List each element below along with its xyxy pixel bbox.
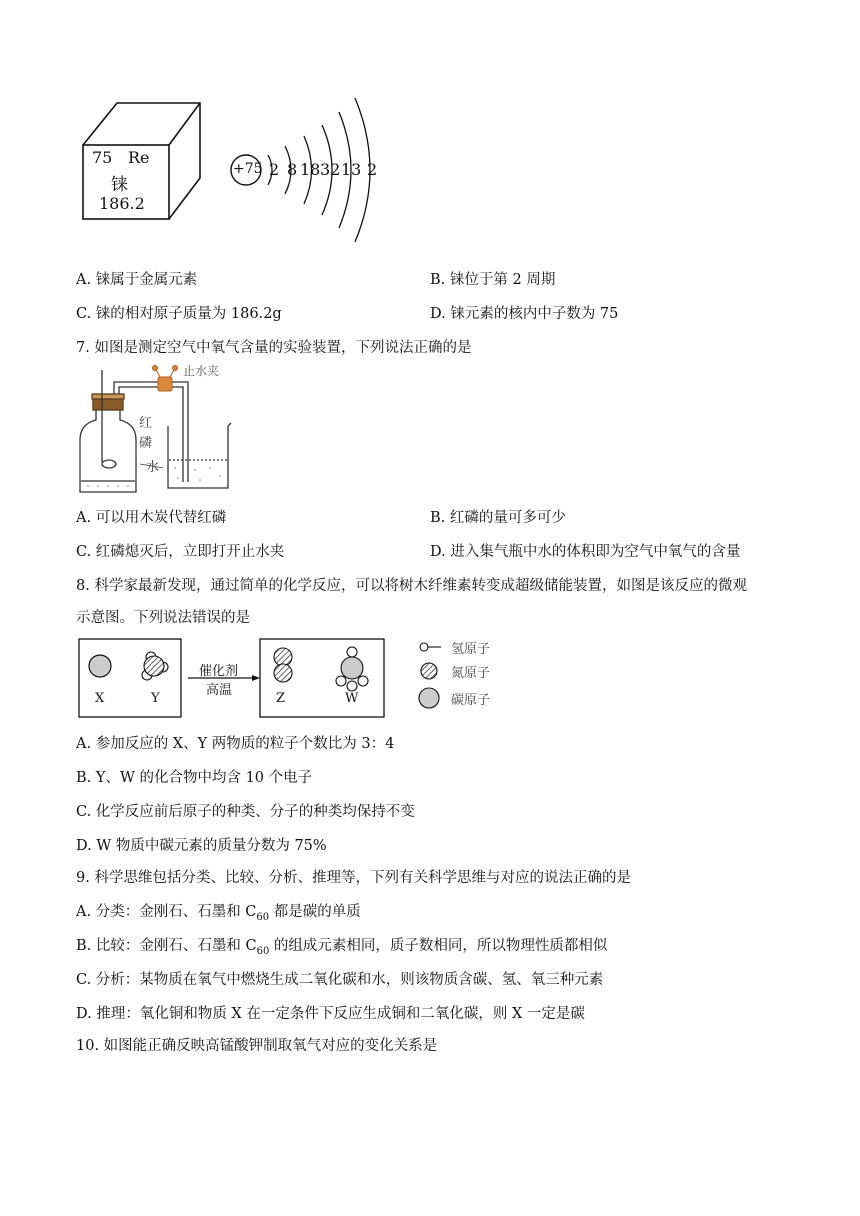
q7-option-c[interactable]: C. 红磷熄灭后，立即打开止水夹 <box>76 544 285 560</box>
q9-option-a[interactable] <box>76 900 361 923</box>
element-mass: 186.2 <box>99 194 145 213</box>
shell-2-electrons: 8 <box>287 160 298 179</box>
q6-option-d[interactable]: D. 铼元素的核内中子数为 75 <box>430 306 619 322</box>
shell-1-electrons: 2 <box>269 160 280 179</box>
label-z: Z <box>276 691 286 706</box>
q9-option-b-text: B. 比较：金刚石、石墨和 C <box>76 938 257 954</box>
q8-option-b[interactable]: B. Y、W 的化合物中均含 10 个电子 <box>76 770 313 786</box>
q7-option-b[interactable]: B. 红磷的量可多可少 <box>430 510 566 526</box>
label-y: Y <box>151 691 160 706</box>
water-label: 水 <box>146 460 160 475</box>
phosphorus-label-1: 红 <box>139 416 153 431</box>
catalyst-label: 催化剂 <box>199 664 239 679</box>
atom-nucleus-charge: +75 <box>233 161 263 177</box>
element-number: 75 <box>92 148 113 167</box>
q8-option-a[interactable]: A. 参加反应的 X、Y 两物质的粒子个数比为 3：4 <box>76 736 395 752</box>
q9-option-b-subscript: 60 <box>256 945 270 957</box>
shell-3-electrons: 18 <box>300 160 321 179</box>
element-symbol: Re <box>128 148 150 167</box>
q9-option-b[interactable] <box>76 934 607 957</box>
q9-stem: 9. 科学思维包括分类、比较、分析、推理等，下列有关科学思维与对应的说法正确的是 <box>76 870 631 886</box>
q7-option-d[interactable]: D. 进入集气瓶中水的体积即为空气中氧气的含量 <box>430 544 741 560</box>
q9-option-a-subscript: 60 <box>256 911 270 923</box>
q9-option-b-text-end: 的组成元素相同，质子数相同，所以物理性质都相似 <box>269 938 608 954</box>
shell-4-electrons: 32 <box>320 160 341 179</box>
q10-stem: 10. 如图能正确反映高锰酸钾制取氧气对应的变化关系是 <box>76 1038 438 1054</box>
legend-hydrogen: 氢原子 <box>451 642 491 657</box>
phosphorus-label-2: 磷 <box>139 436 153 451</box>
legend-carbon: 碳原子 <box>451 693 491 708</box>
legend-nitrogen: 氮原子 <box>451 666 491 681</box>
q6-option-b[interactable]: B. 铼位于第 2 周期 <box>430 272 556 288</box>
q9-option-d[interactable]: D. 推理：氧化铜和物质 X 在一定条件下反应生成铜和二氧化碳，则 X 一定是碳 <box>76 1006 585 1022</box>
shell-6-electrons: 2 <box>367 160 378 179</box>
temperature-label: 高温 <box>206 683 233 698</box>
q9-option-a-text-end: 都是碳的单质 <box>269 904 361 920</box>
q9-option-a-text: A. 分类：金刚石、石墨和 C <box>76 904 257 920</box>
q9-option-c[interactable]: C. 分析：某物质在氧气中燃烧生成二氧化碳和水，则该物质含碳、氢、氧三种元素 <box>76 972 604 988</box>
q8-option-c[interactable]: C. 化学反应前后原子的种类、分子的种类均保持不变 <box>76 804 415 820</box>
clamp-label: 止水夹 <box>183 364 220 378</box>
shell-5-electrons: 13 <box>341 160 362 179</box>
q6-option-a[interactable]: A. 铼属于金属元素 <box>76 272 198 288</box>
label-w: W <box>345 691 359 706</box>
q8-stem-line1: 8. 科学家最新发现，通过简单的化学反应，可以将树木纤维素转变成超级储能装置，如图是该反应的微观 <box>76 578 747 594</box>
q8-stem-line2: 示意图。下列说法错误的是 <box>76 610 250 626</box>
element-name: 铼 <box>111 175 128 195</box>
q7-stem: 7. 如图是测定空气中氧气含量的实验装置，下列说法正确的是 <box>76 340 472 356</box>
q7-option-a[interactable]: A. 可以用木炭代替红磷 <box>76 510 227 526</box>
label-x: X <box>95 691 105 706</box>
q8-option-d[interactable]: D. W 物质中碳元素的质量分数为 75% <box>76 838 327 854</box>
q6-option-c[interactable]: C. 铼的相对原子质量为 186.2g <box>76 306 282 322</box>
